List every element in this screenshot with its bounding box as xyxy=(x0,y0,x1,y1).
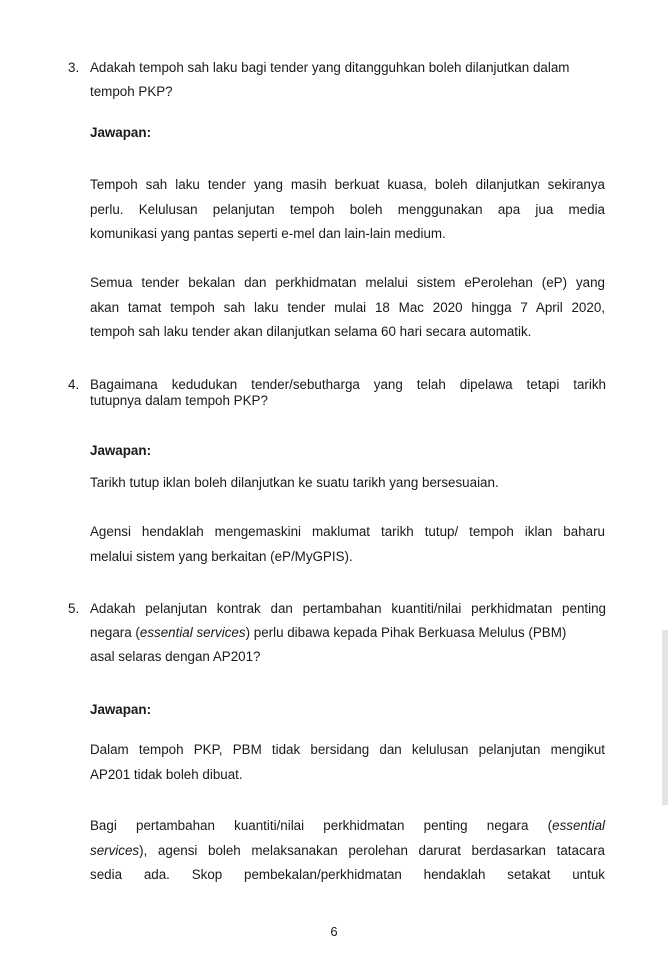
paragraph-line: komunikasi yang pantas seperti e-mel dan lain-lain medium. xyxy=(90,226,446,241)
paragraph-line-part-italic: essential xyxy=(552,818,605,833)
question-number: 5. xyxy=(68,601,80,616)
question-line-part-italic: essential services xyxy=(139,625,246,640)
question-number: 4. xyxy=(68,377,80,392)
paragraph-line: sedia ada. Skop pembekalan/perkhidmatan hendaklah setakat untuk xyxy=(90,867,605,882)
question-line-part: negara ( xyxy=(90,625,140,640)
paragraph-line: perlu. Kelulusan pelanjutan tempoh boleh menggunakan apa jua media xyxy=(90,201,605,217)
paragraph-line-part-italic: services xyxy=(90,842,140,858)
question-line: asal selaras dengan AP201? xyxy=(90,649,261,664)
paragraph-line: tempoh sah laku tender akan dilanjutkan selama 60 hari secara automatik. xyxy=(90,324,532,339)
answer-label: Jawapan: xyxy=(90,702,152,717)
question-line xyxy=(90,621,606,645)
page-number: 6 xyxy=(330,924,338,939)
paragraph-line xyxy=(90,839,605,864)
paragraph-line: Tarikh tutup iklan boleh dilanjutkan ke suatu tarikh yang bersesuaian. xyxy=(90,475,499,490)
scrollbar-thumb[interactable] xyxy=(662,630,668,805)
question-line: tempoh PKP? xyxy=(90,84,173,99)
paragraph-line: Agensi hendaklah mengemaskini maklumat tarikh tutup/ tempoh iklan baharu xyxy=(90,524,605,539)
paragraph-line: Tempoh sah laku tender yang masih berkuat kuasa, boleh dilanjutkan sekiranya xyxy=(90,177,605,192)
paragraph-line: akan tamat tempoh sah laku tender mulai 18 Mac 2020 hingga 7 April 2020, xyxy=(90,299,605,315)
question-line: tutupnya dalam tempoh PKP? xyxy=(90,393,268,408)
question-line: Adakah pelanjutan kontrak dan pertambahan kuantiti/nilai perkhidmatan penting xyxy=(90,601,606,616)
paragraph-line: Semua tender bekalan dan perkhidmatan melalui sistem ePerolehan (eP) yang xyxy=(90,275,605,290)
question-line: Adakah tempoh sah laku bagi tender yang ditangguhkan boleh dilanjutkan dalam xyxy=(90,60,570,75)
question-4 xyxy=(68,377,606,409)
answer-paragraph xyxy=(90,520,605,569)
question-text xyxy=(90,56,606,104)
paragraph-line xyxy=(90,814,605,839)
answer-paragraph xyxy=(90,173,605,247)
question-text xyxy=(90,597,606,669)
paragraph-line-part: ), agensi boleh melaksanakan perolehan darurat berdasarkan tatacara xyxy=(139,842,605,858)
paragraph-line: AP201 tidak boleh dibuat. xyxy=(90,766,243,782)
answer-paragraph xyxy=(90,471,605,496)
question-3 xyxy=(68,56,606,104)
answer-label: Jawapan: xyxy=(90,443,152,458)
answer-paragraph xyxy=(90,738,605,787)
question-5 xyxy=(68,597,606,669)
question-text xyxy=(90,377,606,409)
paragraph-line-part: Bagi pertambahan kuantiti/nilai perkhidmatan penting negara ( xyxy=(90,818,553,833)
question-number: 3. xyxy=(68,60,80,75)
question-line: Bagaimana kedudukan tender/sebutharga yang telah dipelawa tetapi tarikh xyxy=(90,377,606,392)
answer-paragraph xyxy=(90,271,605,345)
answer-label: Jawapan: xyxy=(90,125,152,140)
question-line-part: ) perlu dibawa kepada Pihak Berkuasa Melulus (PBM) xyxy=(245,625,567,640)
paragraph-line: melalui sistem yang berkaitan (eP/MyGPIS). xyxy=(90,548,353,564)
paragraph-line: Dalam tempoh PKP, PBM tidak bersidang dan kelulusan pelanjutan mengikut xyxy=(90,742,605,757)
answer-paragraph xyxy=(90,814,605,888)
